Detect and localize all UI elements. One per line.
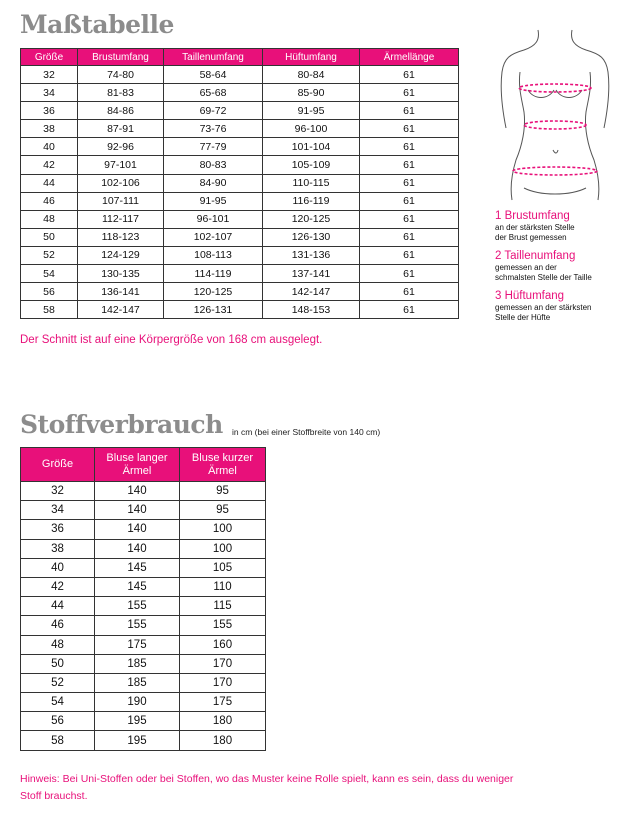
table-cell: 91-95 <box>263 102 360 120</box>
table-cell: 195 <box>95 731 180 750</box>
fabric-hint-note: Hinweis: Bei Uni-Stoffen oder bei Stoffen, wo das Muster keine Rolle spielt, kann es sein, dass du weniger Stoff brauchst. <box>20 773 514 802</box>
table-cell: 42 <box>21 156 78 174</box>
table-cell: 180 <box>180 712 266 731</box>
table-cell: 80-83 <box>164 156 263 174</box>
table-cell: 185 <box>95 673 180 692</box>
table-cell: 61 <box>360 156 459 174</box>
table-cell: 96-100 <box>263 120 360 138</box>
table-cell: 101-104 <box>263 138 360 156</box>
table-cell: 54 <box>21 693 95 712</box>
table-cell: 48 <box>21 210 78 228</box>
table-cell: 32 <box>21 66 78 84</box>
body-height-note: Der Schnitt ist auf eine Körpergröße von 168 cm ausgelegt. <box>20 334 323 346</box>
table-row <box>21 673 266 692</box>
table-cell: 170 <box>180 654 266 673</box>
header-waist: Taillenumfang <box>164 49 263 66</box>
measurement-legend <box>495 209 635 329</box>
table-cell: 61 <box>360 84 459 102</box>
legend-item-bust <box>495 209 635 243</box>
table-cell: 120-125 <box>263 210 360 228</box>
table-cell: 58 <box>21 731 95 750</box>
table-cell: 120-125 <box>164 283 263 301</box>
header-hip: Hüftumfang <box>263 49 360 66</box>
table-row <box>21 712 266 731</box>
table-cell: 140 <box>95 501 180 520</box>
table-cell: 69-72 <box>164 102 263 120</box>
table-cell: 46 <box>21 192 78 210</box>
table-cell: 91-95 <box>164 192 263 210</box>
table-cell: 46 <box>21 616 95 635</box>
table-cell: 180 <box>180 731 266 750</box>
table-cell: 148-153 <box>263 301 360 319</box>
table-row <box>21 731 266 750</box>
table-cell: 34 <box>21 501 95 520</box>
table-cell: 124-129 <box>78 246 164 264</box>
table-row <box>21 301 459 319</box>
table-row <box>21 654 266 673</box>
table-row <box>21 102 459 120</box>
table-cell: 61 <box>360 192 459 210</box>
body-measurement-figure <box>500 28 610 203</box>
table-cell: 118-123 <box>78 228 164 246</box>
legend-item-waist <box>495 249 635 283</box>
table-row <box>21 482 266 501</box>
header-bust: Brustumfang <box>78 49 164 66</box>
table-cell: 102-107 <box>164 228 263 246</box>
legend-bust-title: 1 Brustumfang <box>495 210 570 222</box>
table-cell: 140 <box>95 520 180 539</box>
table-cell: 77-79 <box>164 138 263 156</box>
table-cell: 52 <box>21 246 78 264</box>
table-cell: 95 <box>180 482 266 501</box>
table-cell: 110 <box>180 577 266 596</box>
legend-item-hip <box>495 289 635 323</box>
table-cell: 65-68 <box>164 84 263 102</box>
table-cell: 61 <box>360 228 459 246</box>
header-sleeve: Ärmellänge <box>360 49 459 66</box>
table-cell: 58-64 <box>164 66 263 84</box>
table-cell: 36 <box>21 520 95 539</box>
legend-waist-desc: gemessen an der <box>495 263 557 272</box>
fabric-header-size: Größe <box>21 448 95 482</box>
table-cell: 61 <box>360 265 459 283</box>
table-cell: 155 <box>95 616 180 635</box>
table-row <box>21 558 266 577</box>
table-cell: 61 <box>360 174 459 192</box>
fabric-table <box>20 447 266 751</box>
table-cell: 115 <box>180 597 266 616</box>
table-row <box>21 520 266 539</box>
table-cell: 136-141 <box>78 283 164 301</box>
table-cell: 185 <box>95 654 180 673</box>
table-cell: 175 <box>95 635 180 654</box>
table-cell: 107-111 <box>78 192 164 210</box>
table-cell: 52 <box>21 673 95 692</box>
legend-waist-title: 2 Taillenumfang <box>495 250 576 262</box>
table-cell: 145 <box>95 577 180 596</box>
table-cell: 96-101 <box>164 210 263 228</box>
table-row <box>21 539 266 558</box>
table-cell: 190 <box>95 693 180 712</box>
table-row <box>21 635 266 654</box>
size-chart-header-row <box>21 49 459 66</box>
table-cell: 61 <box>360 120 459 138</box>
legend-bust-desc: der Brust gemessen <box>495 233 567 242</box>
table-cell: 126-130 <box>263 228 360 246</box>
table-cell: 155 <box>95 597 180 616</box>
table-cell: 116-119 <box>263 192 360 210</box>
table-cell: 142-147 <box>263 283 360 301</box>
fabric-header-row <box>21 448 266 482</box>
table-cell: 87-91 <box>78 120 164 138</box>
table-cell: 137-141 <box>263 265 360 283</box>
table-cell: 155 <box>180 616 266 635</box>
table-cell: 56 <box>21 283 78 301</box>
table-row <box>21 228 459 246</box>
fabric-title: Stoffverbrauch <box>20 410 223 439</box>
table-cell: 74-80 <box>78 66 164 84</box>
legend-hip-desc: Stelle der Hüfte <box>495 313 551 322</box>
fabric-header-long-sleeve: Bluse langer Ärmel <box>95 448 180 482</box>
table-cell: 80-84 <box>263 66 360 84</box>
table-row <box>21 120 459 138</box>
table-cell: 100 <box>180 539 266 558</box>
table-cell: 170 <box>180 673 266 692</box>
table-cell: 44 <box>21 597 95 616</box>
table-cell: 84-90 <box>164 174 263 192</box>
table-cell: 131-136 <box>263 246 360 264</box>
table-cell: 142-147 <box>78 301 164 319</box>
table-cell: 92-96 <box>78 138 164 156</box>
table-row <box>21 577 266 596</box>
table-cell: 81-83 <box>78 84 164 102</box>
fabric-subtitle: in cm (bei einer Stoffbreite von 140 cm) <box>232 427 381 437</box>
legend-bust-desc: an der stärksten Stelle <box>495 223 575 232</box>
legend-hip-desc: gemessen an der stärksten <box>495 303 592 312</box>
table-cell: 195 <box>95 712 180 731</box>
table-cell: 100 <box>180 520 266 539</box>
table-row <box>21 84 459 102</box>
table-cell: 34 <box>21 84 78 102</box>
table-cell: 126-131 <box>164 301 263 319</box>
fabric-header-short-sleeve: Bluse kurzer Ärmel <box>180 448 266 482</box>
table-cell: 38 <box>21 539 95 558</box>
table-cell: 175 <box>180 693 266 712</box>
size-chart-title: Maßtabelle <box>20 10 174 39</box>
table-cell: 38 <box>21 120 78 138</box>
table-cell: 56 <box>21 712 95 731</box>
table-cell: 61 <box>360 138 459 156</box>
size-chart-table <box>20 48 459 319</box>
table-cell: 110-115 <box>263 174 360 192</box>
table-row <box>21 597 266 616</box>
table-cell: 85-90 <box>263 84 360 102</box>
table-cell: 114-119 <box>164 265 263 283</box>
table-cell: 48 <box>21 635 95 654</box>
legend-waist-desc: schmalsten Stelle der Taille <box>495 273 592 282</box>
table-cell: 40 <box>21 138 78 156</box>
table-cell: 58 <box>21 301 78 319</box>
table-cell: 105-109 <box>263 156 360 174</box>
legend-hip-title: 3 Hüftumfang <box>495 290 565 302</box>
table-cell: 61 <box>360 210 459 228</box>
table-cell: 97-101 <box>78 156 164 174</box>
table-cell: 50 <box>21 228 78 246</box>
table-cell: 61 <box>360 66 459 84</box>
table-cell: 44 <box>21 174 78 192</box>
table-row <box>21 616 266 635</box>
table-cell: 73-76 <box>164 120 263 138</box>
table-cell: 36 <box>21 102 78 120</box>
table-cell: 40 <box>21 558 95 577</box>
table-cell: 32 <box>21 482 95 501</box>
table-cell: 61 <box>360 246 459 264</box>
table-row <box>21 138 459 156</box>
table-cell: 160 <box>180 635 266 654</box>
table-cell: 42 <box>21 577 95 596</box>
table-cell: 130-135 <box>78 265 164 283</box>
table-cell: 145 <box>95 558 180 577</box>
table-cell: 140 <box>95 539 180 558</box>
table-row <box>21 156 459 174</box>
table-row <box>21 192 459 210</box>
table-row <box>21 265 459 283</box>
table-cell: 102-106 <box>78 174 164 192</box>
table-row <box>21 246 459 264</box>
table-cell: 84-86 <box>78 102 164 120</box>
table-cell: 61 <box>360 283 459 301</box>
table-row <box>21 501 266 520</box>
table-cell: 61 <box>360 301 459 319</box>
table-row <box>21 283 459 301</box>
table-cell: 112-117 <box>78 210 164 228</box>
table-cell: 95 <box>180 501 266 520</box>
table-row <box>21 210 459 228</box>
table-cell: 140 <box>95 482 180 501</box>
table-row <box>21 66 459 84</box>
header-size: Größe <box>21 49 78 66</box>
table-cell: 61 <box>360 102 459 120</box>
table-cell: 54 <box>21 265 78 283</box>
table-cell: 105 <box>180 558 266 577</box>
table-row <box>21 693 266 712</box>
table-row <box>21 174 459 192</box>
table-cell: 108-113 <box>164 246 263 264</box>
table-cell: 50 <box>21 654 95 673</box>
